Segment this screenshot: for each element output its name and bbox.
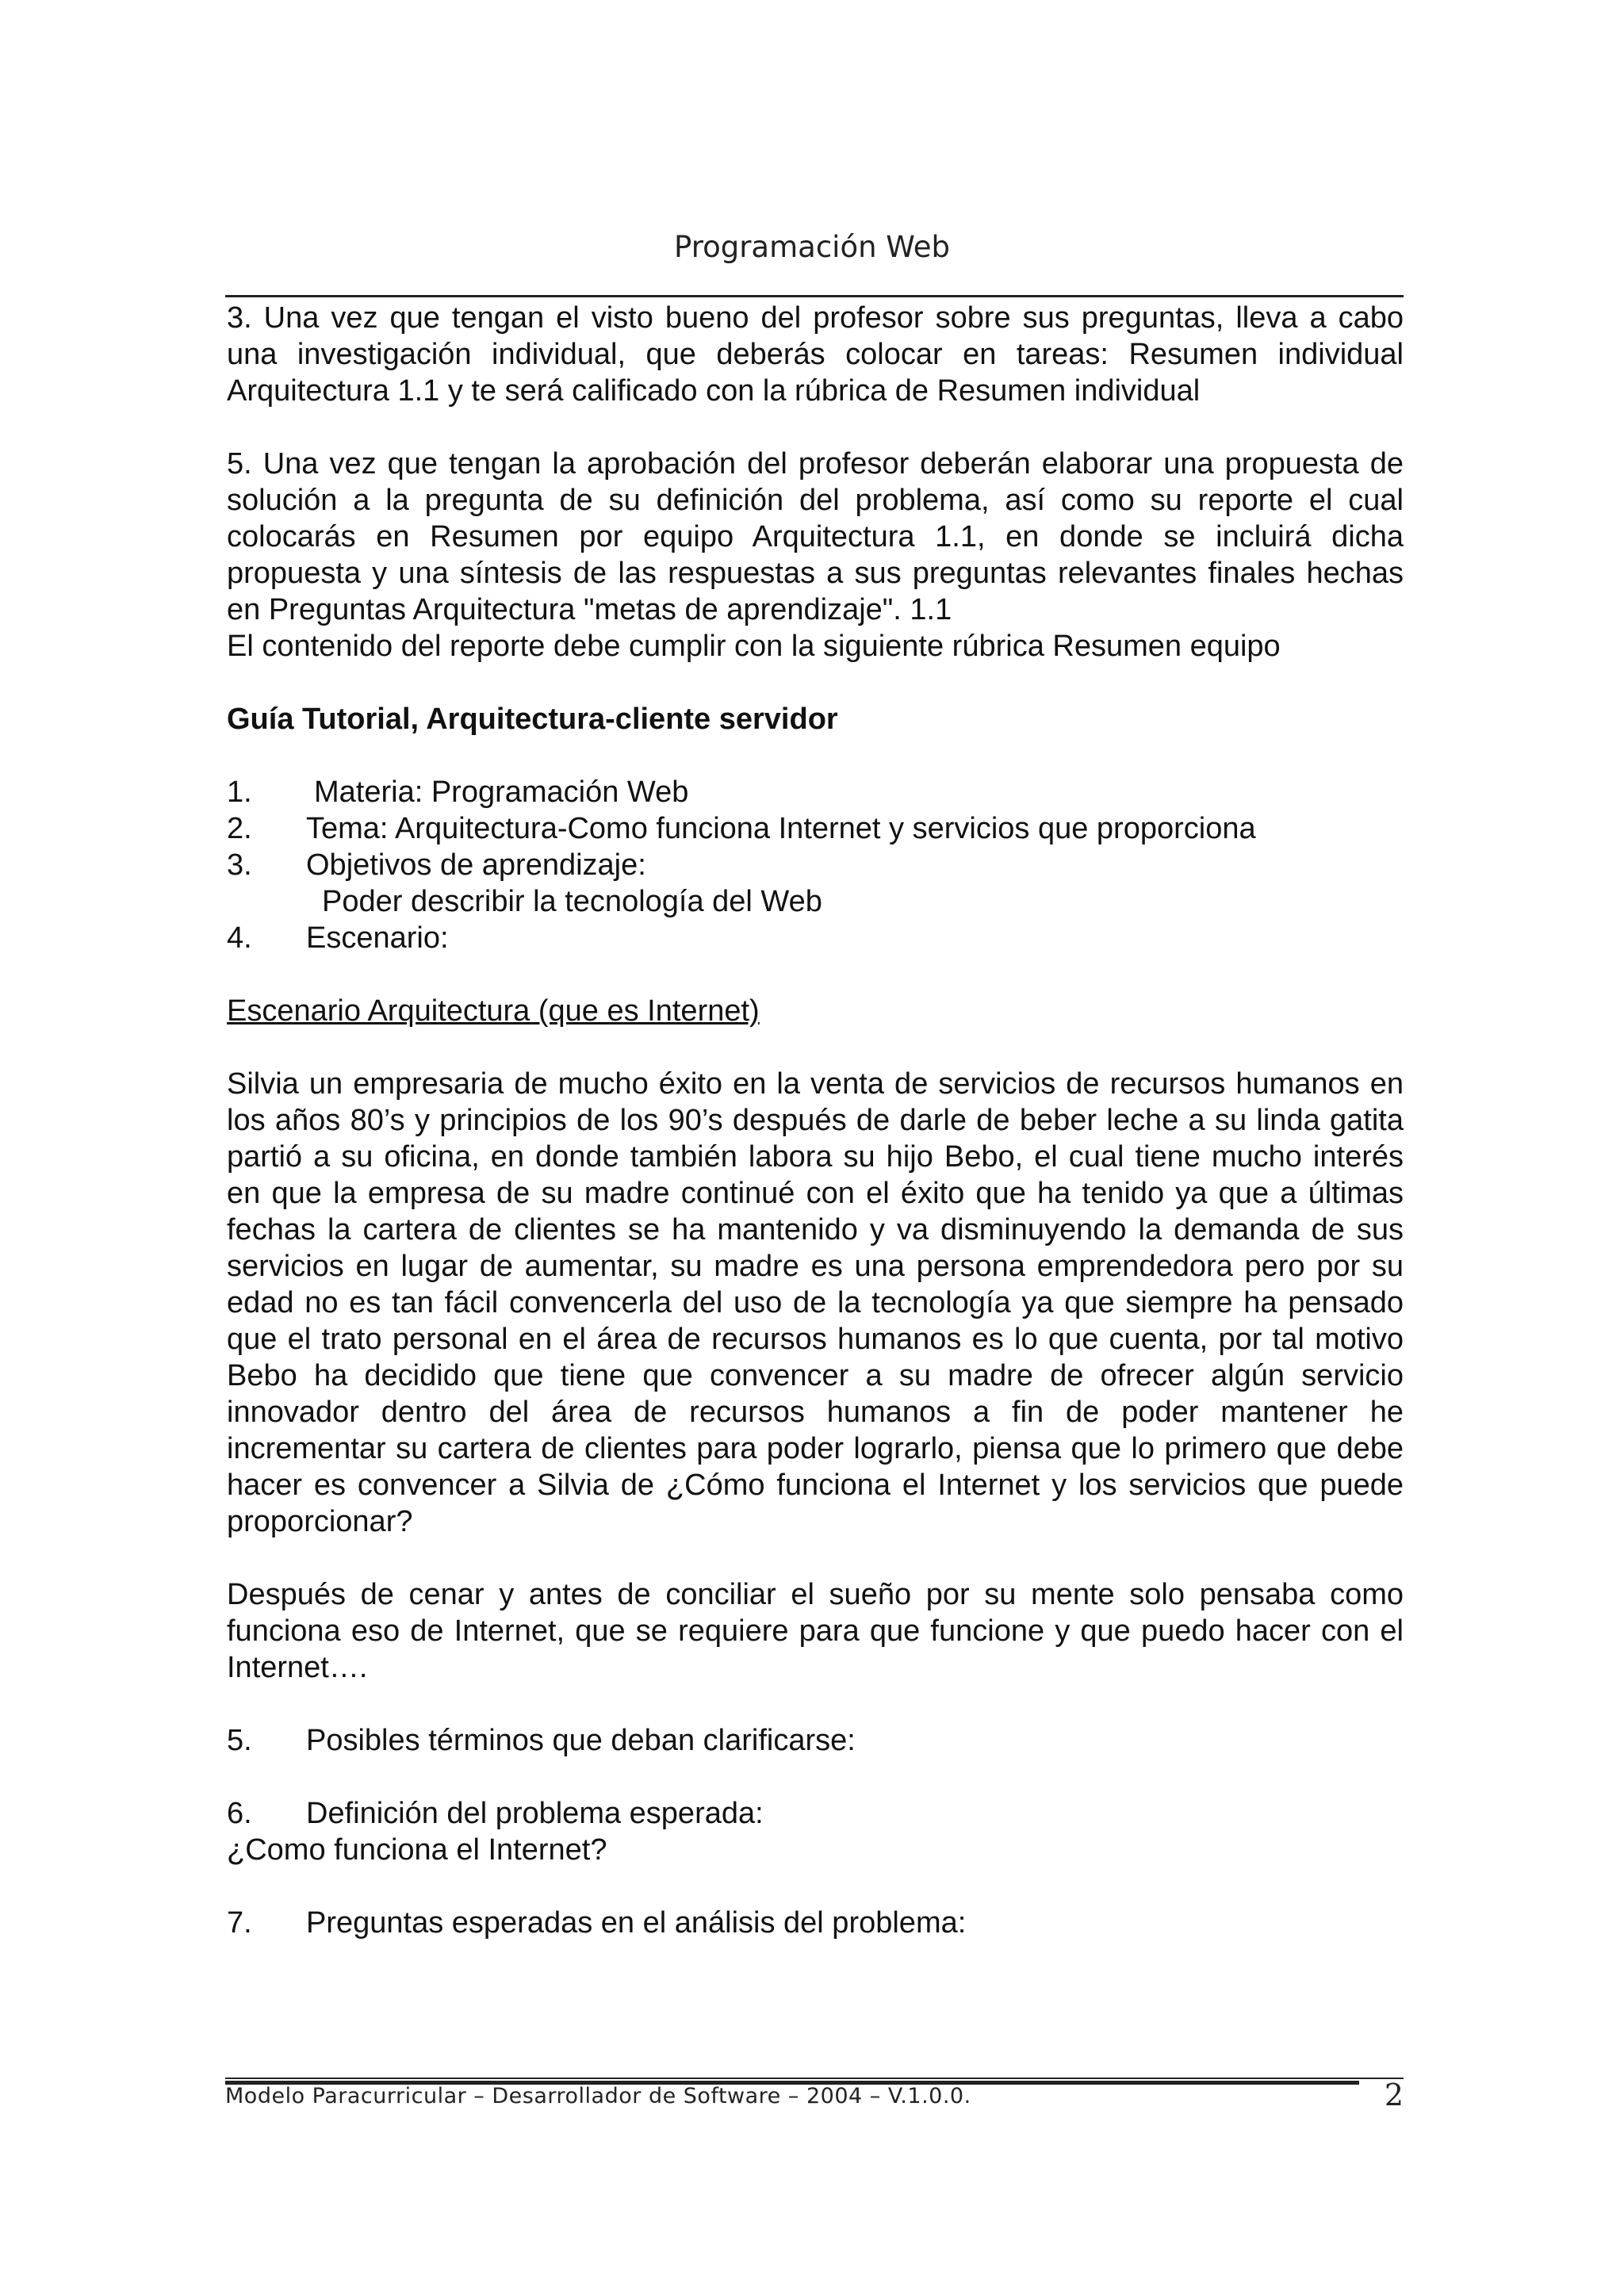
learning-objective: Poder describir la tecnología del Web xyxy=(322,885,822,918)
list-item-number: 6. xyxy=(227,1797,252,1830)
problem-question: ¿Como funciona el Internet? xyxy=(227,1833,607,1867)
paragraph-step-3: 3. Una vez que tengan el visto bueno del profesor sobre sus preguntas, lleva a cabo una investigación individual, que deberás colocar en tareas: Resumen individual Arquitectura 1.1 y te será calificado con la rúbrica de Resumen individual xyxy=(227,301,1404,408)
after-dinner-paragraph: Después de cenar y antes de conciliar el sueño por su mente solo pensaba como funciona eso de Internet, que se requiere para que funcione y que puedo hacer con el Internet…. xyxy=(227,1578,1404,1684)
list-item-text: Objetivos de aprendizaje: xyxy=(306,848,646,882)
list-item-text: Definición del problema esperada: xyxy=(306,1797,764,1830)
list-item-number: 4. xyxy=(227,921,252,955)
page-content xyxy=(227,300,1404,1941)
list-item xyxy=(227,1905,1404,1941)
list-item-number: 5. xyxy=(227,1724,252,1757)
list-item xyxy=(227,1722,1404,1759)
scenario-paragraph: Silvia un empresaria de mucho éxito en la venta de servicios de recursos humanos en los años 80’s y principios de los 90’s después de darle de beber leche a su linda gatita partió a su oficina, en donde también labora su hijo Bebo, el cual tiene mucho interés en que la empresa de su madre continué con el éxito que ha tenido ya que a últimas fechas la cartera de clientes se ha mantenido y va disminuyendo la demanda de sus servicios en lugar de aumentar, su madre es una persona emprendedora pero por su edad no es tan fácil convencerla del uso de la tecnología ya que siempre ha pensado que el trato personal en el área de recursos humanos es lo que cuenta, por tal motivo Bebo ha decidido que tiene que convencer a su madre de ofrecer algún servicio innovador dentro del área de recursos humanos a fin de poder mantener he incrementar su cartera de clientes para poder lograrlo, piensa que lo primero que debe hacer es convencer a Silvia de ¿Cómo funciona el Internet y los servicios que puede proporcionar? xyxy=(227,1067,1404,1538)
paragraph-step-5: 5. Una vez que tengan la aprobación del profesor deberán elaborar una propuesta de solución a la pregunta de su definición del problema, así como su reporte el cual colocarás en Resumen por equipo Arquitectura 1.1, en donde se incluirá dicha propuesta y una síntesis de las respuestas a sus preguntas relevantes finales hechas en Preguntas Arquitectura "metas de aprendizaje". 1.1 xyxy=(227,447,1404,626)
spacer xyxy=(227,737,1404,774)
list-item-text: Tema: Arquitectura-Como funciona Internet y servicios que proporciona xyxy=(306,812,1256,845)
guide-heading: Guía Tutorial, Arquitectura-cliente servidor xyxy=(227,703,838,736)
spacer xyxy=(227,956,1404,993)
page-number: 2 xyxy=(1384,2078,1404,2112)
list-item-text: Preguntas esperadas en el análisis del problema: xyxy=(306,1906,967,1940)
page-header-title: Programación Web xyxy=(674,230,950,264)
footer-text: Modelo Paracurricular – Desarrollador de Software – 2004 – V.1.0.0. xyxy=(225,2084,971,2108)
spacer xyxy=(227,409,1404,446)
list-item-text: Posibles términos que deban clarificarse: xyxy=(306,1724,856,1757)
spacer xyxy=(227,1686,1404,1722)
list-item-text: Materia: Programación Web xyxy=(314,776,689,809)
list-item-number: 7. xyxy=(227,1906,252,1940)
list-item xyxy=(227,920,1404,956)
list-item-number: 3. xyxy=(227,848,252,882)
list-item xyxy=(227,847,1404,883)
list-item xyxy=(227,810,1404,847)
list-item-number: 2. xyxy=(227,812,252,845)
spacer xyxy=(227,664,1404,701)
list-item xyxy=(227,774,1404,810)
spacer xyxy=(227,1029,1404,1066)
report-rubric-line: El contenido del reporte debe cumplir con la siguiente rúbrica Resumen equipo xyxy=(227,630,1281,663)
scenario-title: Escenario Arquitectura (que es Internet) xyxy=(227,994,760,1028)
spacer xyxy=(227,1540,1404,1576)
spacer xyxy=(227,1868,1404,1905)
list-item xyxy=(227,1795,1404,1832)
footer-divider xyxy=(225,2078,1404,2084)
header-divider xyxy=(225,295,1404,297)
list-item-number: 1. xyxy=(227,776,252,809)
footer-rule-thin xyxy=(225,2078,1404,2079)
spacer xyxy=(227,1759,1404,1795)
list-item-text: Escenario: xyxy=(306,921,449,955)
